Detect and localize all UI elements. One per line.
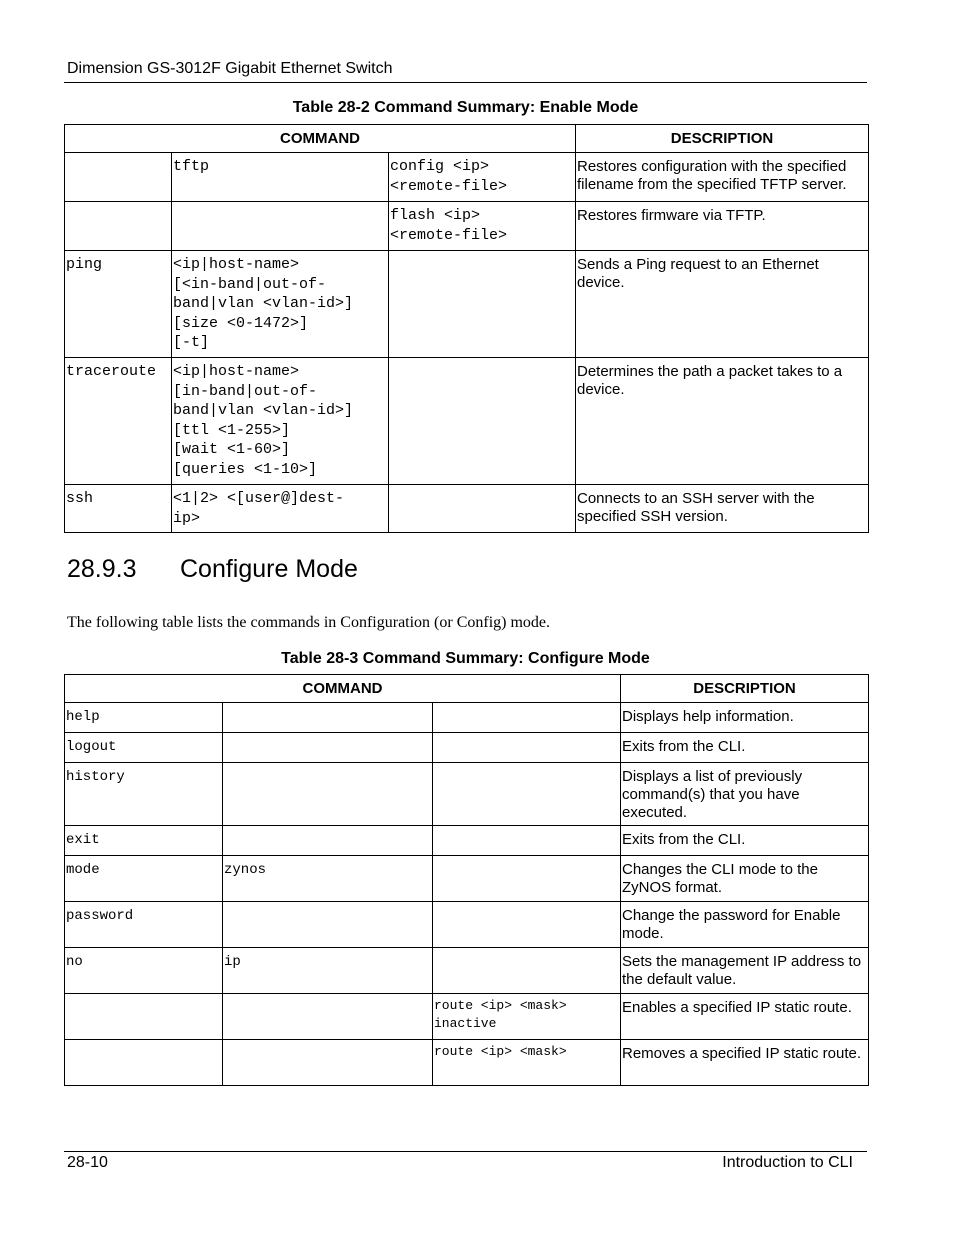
command-subarg-cell	[433, 826, 621, 856]
command-subarg-cell: config <ip> <remote-file>	[389, 153, 576, 202]
command-arg-cell	[223, 703, 433, 733]
table-row	[65, 902, 869, 948]
command-arg-cell	[223, 1040, 433, 1086]
header-description: DESCRIPTION	[576, 125, 869, 153]
command-subarg-cell	[389, 485, 576, 533]
table-row	[65, 358, 869, 485]
command-arg-cell	[223, 763, 433, 826]
command-arg-cell: ip	[223, 948, 433, 994]
command-subarg-cell	[433, 902, 621, 948]
command-cell: ssh	[65, 485, 172, 533]
page-number: 28-10	[67, 1154, 108, 1171]
running-header: Dimension GS-3012F Gigabit Ethernet Switch	[67, 60, 393, 77]
command-cell	[65, 202, 172, 251]
table-row	[65, 856, 869, 902]
description-cell: Sets the management IP address to the default value.	[621, 948, 869, 994]
command-cell: exit	[65, 826, 223, 856]
table-header-row	[65, 125, 869, 153]
description-cell: Exits from the CLI.	[621, 733, 869, 763]
header-rule	[64, 82, 867, 83]
command-cell: logout	[65, 733, 223, 763]
table-row	[65, 826, 869, 856]
table-header-row	[65, 675, 869, 703]
command-subarg-cell: route <ip> <mask> inactive	[433, 994, 621, 1040]
command-arg-cell: <ip|host-name> [<in-band|out-of- band|vlan <vlan-id>] [size <0-1472>] [-t]	[172, 251, 389, 358]
command-arg-cell: tftp	[172, 153, 389, 202]
enable-mode-table	[64, 124, 869, 533]
command-cell	[65, 994, 223, 1040]
command-subarg-cell	[389, 251, 576, 358]
command-arg-cell: <ip|host-name> [in-band|out-of- band|vlan <vlan-id>] [ttl <1-255>] [wait <1-60>] [queries <1-10>]	[172, 358, 389, 485]
description-cell: Change the password for Enable mode.	[621, 902, 869, 948]
table-caption-configure-mode: Table 28-3 Command Summary: Configure Mode	[281, 650, 650, 667]
command-subarg-cell	[433, 733, 621, 763]
configure-mode-table	[64, 674, 869, 1086]
description-cell: Displays a list of previously command(s) that you have executed.	[621, 763, 869, 826]
description-cell: Sends a Ping request to an Ethernet device.	[576, 251, 869, 358]
section-heading	[67, 555, 358, 584]
command-subarg-cell	[433, 763, 621, 826]
command-subarg-cell	[389, 358, 576, 485]
command-cell: no	[65, 948, 223, 994]
command-arg-cell: <1|2> <[user@]dest- ip>	[172, 485, 389, 533]
command-cell	[65, 1040, 223, 1086]
table-row	[65, 202, 869, 251]
command-arg-cell	[223, 994, 433, 1040]
command-arg-cell	[223, 902, 433, 948]
command-cell: help	[65, 703, 223, 733]
command-subarg-cell	[433, 948, 621, 994]
command-cell: mode	[65, 856, 223, 902]
command-arg-cell: zynos	[223, 856, 433, 902]
command-subarg-cell	[433, 856, 621, 902]
description-cell: Displays help information.	[621, 703, 869, 733]
header-command: COMMAND	[65, 125, 576, 153]
description-cell: Restores firmware via TFTP.	[576, 202, 869, 251]
description-cell: Connects to an SSH server with the specified SSH version.	[576, 485, 869, 533]
command-arg-cell	[172, 202, 389, 251]
table-row	[65, 153, 869, 202]
chapter-title: Introduction to CLI	[722, 1154, 853, 1171]
command-cell: password	[65, 902, 223, 948]
header-command: COMMAND	[65, 675, 621, 703]
table-caption-enable-mode: Table 28-2 Command Summary: Enable Mode	[292, 99, 639, 116]
command-arg-cell	[223, 826, 433, 856]
section-number: 28.9.3	[67, 555, 137, 583]
table-row	[65, 733, 869, 763]
description-cell: Changes the CLI mode to the ZyNOS format.	[621, 856, 869, 902]
description-cell: Restores configuration with the specified filename from the specified TFTP server.	[576, 153, 869, 202]
table-row	[65, 703, 869, 733]
table-row	[65, 948, 869, 994]
command-subarg-cell: route <ip> <mask>	[433, 1040, 621, 1086]
description-cell: Determines the path a packet takes to a device.	[576, 358, 869, 485]
command-subarg-cell: flash <ip> <remote-file>	[389, 202, 576, 251]
table-row	[65, 994, 869, 1040]
command-cell	[65, 153, 172, 202]
command-cell: history	[65, 763, 223, 826]
table-row	[65, 1040, 869, 1086]
description-cell: Exits from the CLI.	[621, 826, 869, 856]
command-arg-cell	[223, 733, 433, 763]
table-row	[65, 763, 869, 826]
description-cell: Removes a specified IP static route.	[621, 1040, 869, 1086]
description-cell: Enables a specified IP static route.	[621, 994, 869, 1040]
intro-paragraph: The following table lists the commands in Configuration (or Config) mode.	[67, 614, 551, 631]
table-row	[65, 251, 869, 358]
section-title: Configure Mode	[180, 555, 358, 583]
header-description: DESCRIPTION	[621, 675, 869, 703]
command-subarg-cell	[433, 703, 621, 733]
table-row	[65, 485, 869, 533]
footer-rule	[64, 1151, 867, 1152]
command-cell: traceroute	[65, 358, 172, 485]
command-cell: ping	[65, 251, 172, 358]
